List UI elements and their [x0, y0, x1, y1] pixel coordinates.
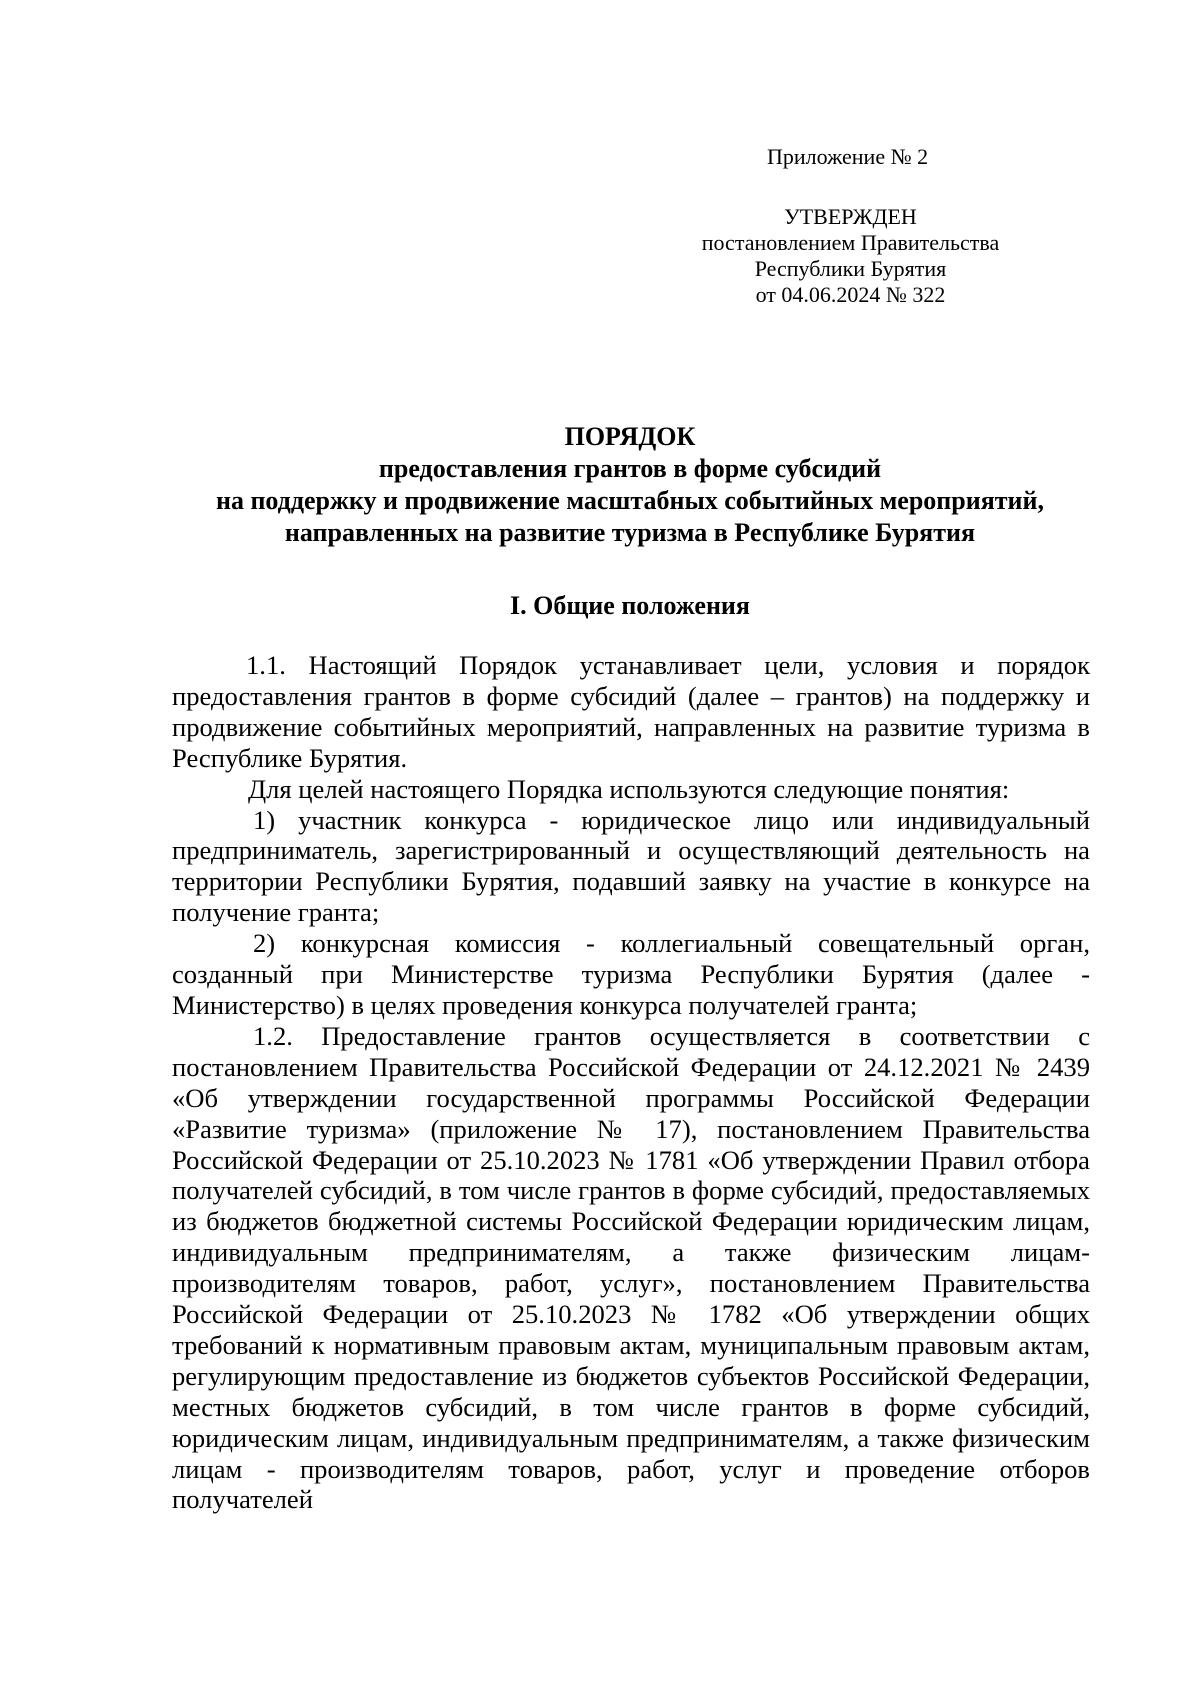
section-heading: I. Общие положения [510, 591, 750, 620]
paragraph: Для целей настоящего Порядка используются следующие понятия: [248, 773, 1010, 804]
title-line: направленных на развитие туризма в Республике Бурятия [284, 518, 976, 547]
title-main: ПОРЯДОК [564, 422, 696, 451]
appendix-label: Приложение № 2 [767, 144, 929, 169]
document-title [170, 421, 1090, 549]
paragraph: 1.1. Настоящий Порядок устанавливает цели, условия и порядок предоставления грантов в форме субсидий (далее – грантов) на поддержку и продвижение событийных мероприятий, направленных на развитие туризма в Республике Бурятия. [172, 650, 1090, 773]
approval-date-number: от 04.06.2024 № 322 [755, 282, 946, 307]
approval-status: УТВЕРЖДЕН [784, 204, 917, 229]
title-line: предоставления грантов в форме субсидий [378, 454, 882, 483]
approval-line: Республики Бурятия [754, 256, 947, 281]
approval-block [668, 204, 1033, 308]
paragraph: 1) участник конкурса - юридическое лицо или индивидуальный предприниматель, зарегистрированный и осуществляющий деятельность на территории Республики Бурятия, подавший заявку на участие в конкурсе на получение гранта; [172, 804, 1090, 928]
approval-line: постановлением Правительства [701, 230, 1000, 255]
paragraph: 1.2. Предоставление грантов осуществляется в соответствии с постановлением Правительства Российской Федерации от 24.12.2021 № 2439 «Об утверждении государственной программы Российской Федерации «Развитие туризма» (приложение № 17), постановлением Правительства Российской Федерации от 25.10.2023 № 1781 «Об утверждении Правил отбора получателей субсидий, в том числе грантов в форме субсидий, предоставляемых из бюджетов бюджетной системы Российской Федерации юридическим лицам, индивидуальным предпринимателям, а также физическим лицам-производителям товаров, работ, услуг», постановлением Правительства Российской Федерации от 25.10.2023 № 1782 «Об утверждении общих требований к нормативным правовым актам, муниципальным правовым актам, регулирующим предоставление из бюджетов субъектов Российской Федерации, местных бюджетов субсидий, в том числе грантов в форме субсидий, юридическим лицам, индивидуальным предпринимателям, а также физическим лицам - производителям товаров, работ, услуг и проведение отборов получателей [172, 1020, 1090, 1515]
title-line: на поддержку и продвижение масштабных событийных мероприятий, [215, 486, 1045, 515]
document-body [172, 650, 1090, 1515]
paragraph: 2) конкурсная комиссия - коллегиальный совещательный орган, созданный при Министерстве туризма Республики Бурятия (далее - Министерство) в целях проведения конкурса получателей гранта; [172, 928, 1090, 1020]
